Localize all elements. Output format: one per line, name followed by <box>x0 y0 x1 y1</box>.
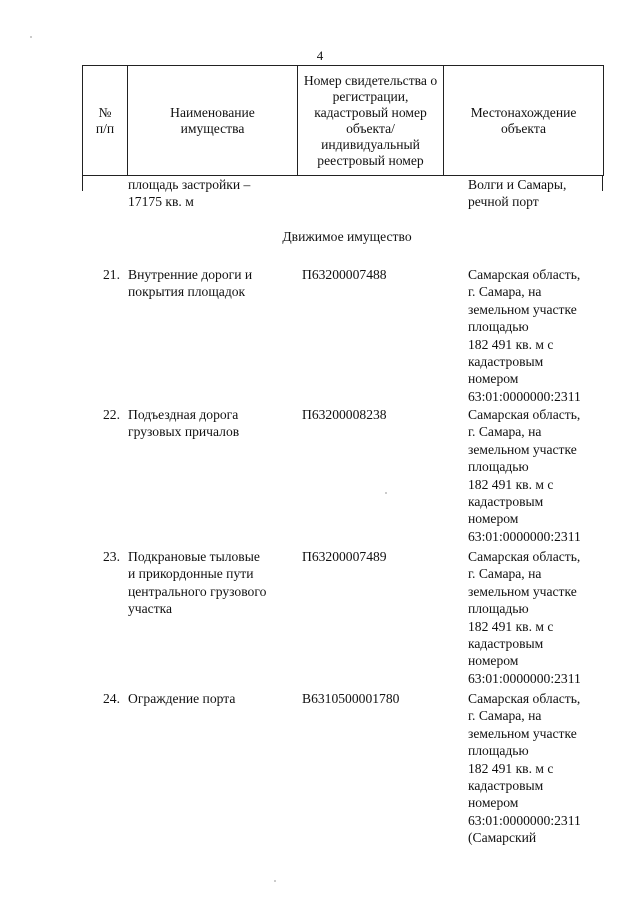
row-name: Ограждение порта <box>128 691 236 706</box>
row-location: Самарская область, г. Самара, на земельном участке площадью 182 491 кв. м с кадастровым номером 63:01:0000000:2311 <box>468 549 581 686</box>
row-name: Внутренние дороги и покрытия площадок <box>128 267 253 300</box>
header-col-number: № п/п <box>83 66 128 176</box>
row-location: Самарская область, г. Самара, на земельном участке площадью 182 491 кв. м с кадастровым номером 63:01:0000000:2311 <box>468 407 581 544</box>
header-col-location: Местонахождение объекта <box>444 66 604 176</box>
section-title: Движимое имущество <box>282 229 412 244</box>
scan-speck <box>385 492 387 494</box>
row-name: Подъездная дорога грузовых причалов <box>128 407 240 440</box>
row-registration: В6310500001780 <box>302 691 400 706</box>
table-header <box>82 65 604 176</box>
scan-speck <box>30 36 32 38</box>
row-number: 21. <box>103 267 120 282</box>
row-name: Подкрановые тыловые и прикордонные пути центрального грузового участка <box>128 549 267 617</box>
scan-speck <box>274 880 276 882</box>
row-registration: П63200008238 <box>302 407 387 422</box>
table-border-right <box>602 175 603 191</box>
row-number: 24. <box>103 691 120 706</box>
header-col-registration: Номер свидетельства о регистрации, кадастровый номер объекта/ индивидуальный реестровый номер <box>298 66 444 176</box>
table-border-left <box>82 175 83 191</box>
continued-row-location: Волги и Самары, речной порт <box>468 177 567 210</box>
row-registration: П63200007488 <box>302 267 387 282</box>
page-number: 4 <box>316 48 324 63</box>
row-location: Самарская область, г. Самара, на земельном участке площадью 182 491 кв. м с кадастровым номером 63:01:0000000:2311 <box>468 267 581 404</box>
row-number: 22. <box>103 407 120 422</box>
header-col-name: Наименование имущества <box>128 66 298 176</box>
continued-row-name: площадь застройки – 17175 кв. м <box>128 177 251 210</box>
row-number: 23. <box>103 549 120 564</box>
row-registration: П63200007489 <box>302 549 387 564</box>
row-location: Самарская область, г. Самара, на земельном участке площадью 182 491 кв. м с кадастровым номером 63:01:0000000:2311 (Самарский <box>468 691 581 846</box>
